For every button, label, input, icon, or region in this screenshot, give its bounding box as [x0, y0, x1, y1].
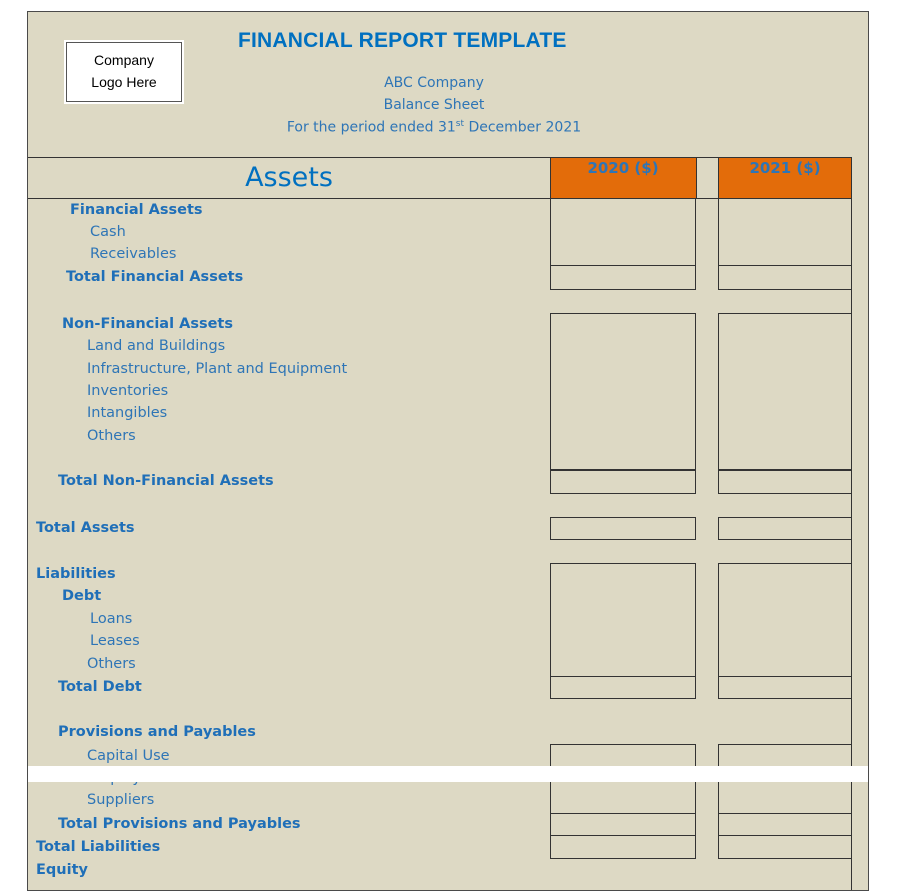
- input-2020-total-nfa[interactable]: [550, 470, 696, 494]
- input-2021-non-financial-assets[interactable]: [718, 313, 852, 470]
- input-2021-debt[interactable]: [718, 563, 852, 677]
- period-ordinal: st: [455, 119, 464, 129]
- statement-name: Balance Sheet: [383, 97, 485, 113]
- period-prefix: For the period ended 31: [286, 119, 456, 136]
- row-capital-use: Capital Use: [87, 748, 170, 764]
- divider: [696, 157, 697, 199]
- page-gap: [28, 766, 869, 782]
- input-2020-total-liabilities[interactable]: [550, 835, 696, 859]
- row-total-non-financial-assets: Total Non-Financial Assets: [58, 473, 274, 489]
- divider: [550, 157, 852, 158]
- row-others-nfa: Others: [87, 428, 136, 444]
- input-2020-total-debt[interactable]: [550, 676, 696, 699]
- row-financial-assets: Financial Assets: [70, 202, 203, 218]
- row-intangibles: Intangibles: [87, 405, 168, 421]
- company-logo-placeholder: [66, 42, 182, 102]
- row-receivables: Receivables: [90, 246, 177, 262]
- input-2021-total-provisions[interactable]: [718, 813, 852, 836]
- input-2021-total-assets[interactable]: [718, 517, 852, 540]
- col-2021-label: 2021 ($): [749, 159, 821, 177]
- input-2020-debt[interactable]: [550, 563, 696, 677]
- row-inventories: Inventories: [87, 383, 169, 399]
- row-equity: Equity: [36, 862, 88, 878]
- row-total-liabilities: Total Liabilities: [36, 839, 161, 855]
- input-2021-total-liabilities[interactable]: [718, 835, 852, 859]
- row-total-debt: Total Debt: [58, 679, 142, 695]
- input-2020-non-financial-assets[interactable]: [550, 313, 696, 470]
- divider: [550, 157, 551, 199]
- col-2020-label: 2020 ($): [587, 159, 659, 177]
- row-loans: Loans: [90, 611, 133, 627]
- divider: [851, 157, 852, 199]
- input-2020-financial-assets[interactable]: [550, 198, 696, 266]
- row-debt: Debt: [62, 588, 102, 604]
- row-liabilities: Liabilities: [36, 566, 116, 582]
- input-2020-total-financial-assets[interactable]: [550, 265, 696, 290]
- divider: [718, 157, 719, 199]
- row-total-provisions: Total Provisions and Payables: [58, 816, 301, 832]
- row-total-financial-assets: Total Financial Assets: [66, 269, 244, 285]
- period-line: [28, 119, 840, 136]
- company-name: ABC Company: [384, 75, 484, 91]
- row-infrastructure: Infrastructure, Plant and Equipment: [87, 361, 348, 377]
- input-2020-total-provisions[interactable]: [550, 813, 696, 836]
- input-2020-total-assets[interactable]: [550, 517, 696, 540]
- row-provisions-payables: Provisions and Payables: [58, 724, 256, 740]
- row-total-assets: Total Assets: [36, 520, 135, 536]
- input-2021-total-debt[interactable]: [718, 676, 852, 699]
- row-land-buildings: Land and Buildings: [87, 338, 226, 354]
- row-cash: Cash: [90, 224, 126, 240]
- logo-line-1: Company: [94, 52, 154, 68]
- logo-line-2: Logo Here: [91, 74, 157, 90]
- input-2021-financial-assets[interactable]: [718, 198, 852, 266]
- input-2021-total-nfa[interactable]: [718, 470, 852, 494]
- assets-heading: Assets: [28, 157, 550, 199]
- row-suppliers: Suppliers: [87, 792, 155, 808]
- row-leases: Leases: [90, 633, 140, 649]
- report-title: FINANCIAL REPORT TEMPLATE: [238, 29, 567, 52]
- row-others-debt: Others: [87, 656, 136, 672]
- input-2021-total-financial-assets[interactable]: [718, 265, 852, 290]
- row-non-financial-assets: Non-Financial Assets: [62, 316, 233, 332]
- balance-sheet: [27, 11, 869, 891]
- period-suffix: December 2021: [464, 119, 582, 136]
